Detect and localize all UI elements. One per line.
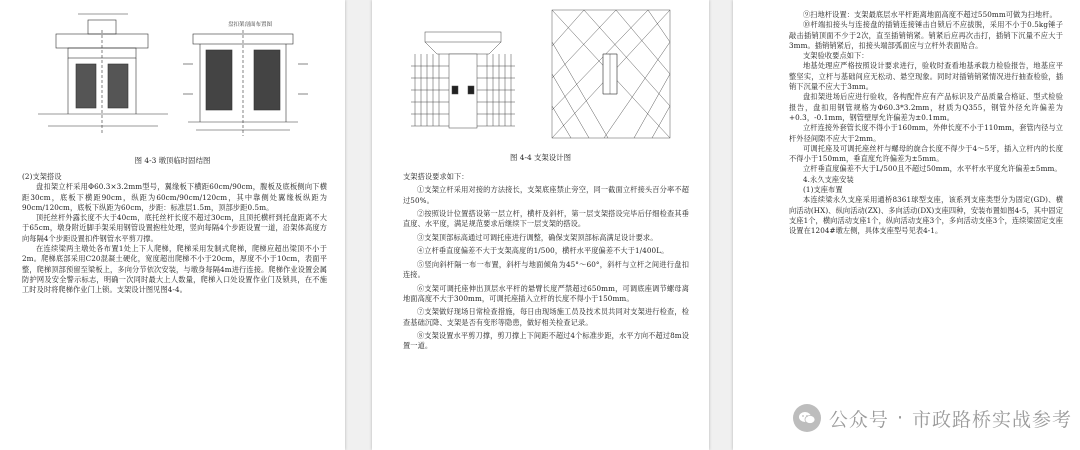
section-heading: (2)支架搭设 <box>22 172 62 181</box>
list-item: ⑤竖向斜杆隔一布一布置，斜杆与地面倾角为45°～60°，斜杆与立杆之间进行盘扣连接。 <box>403 259 689 280</box>
pier-temporary-fixation-drawing <box>18 4 328 149</box>
page2-body <box>403 172 689 355</box>
paragraph: ⑩杆端扣接头与连接盘的插销连接锤击自锁后不应拔脱，采用不小于0.5kg锤子敲击插销顶面不少于2次，直至插销销紧。销紧后应再次击打，插销下沉量不应大于3mm。插销销紧后，扣接头端部弧面应与立杆外表面贴合。 <box>789 20 1063 50</box>
paragraph: 在连续梁两主墩处各布置1处上下人爬梯，爬梯采用发制式爬梯，爬梯应超出梁顶不小于2m。爬梯底部采用C20混凝土硬化，宽度超出爬梯不小于20cm，厚度不小于10cm，表面平整，爬梯顶部预留至梁板上，多向分节依次安装，与墩身每隔4m进行连接。爬梯作业设置会属防护网及安全警示标志，明确一次同时最大上人数量，爬梯入口处设置作业门及锁具，在不施工时及时将爬梯作业门上锁。支架设计图见图4-4。 <box>22 244 327 295</box>
figure-4-3-caption: 图 4-3 墩顶临时固结图 <box>134 156 211 165</box>
fig44-drawing-label: 盘扣架剖面布置图 <box>228 22 273 28</box>
paragraph: 本连续梁永久支座采用通桥8361球型支座，该系列支座类型分为固定(GD)、横向活动(HX)、纵向活动(ZX)、多向活动(DX)支座四种，安装布置如图4-5，其中固定支座1个，横向活动支座1个，纵向活动支座3个，多向活动支座3个，连续梁固定支座设置在1204#墩左侧，具体支座型号见表4-1。 <box>789 195 1063 236</box>
list-item: ⑦支架做好现场日常检查措施，每日由现场施工员及技术员共同对支架进行检查，检查基础沉降、支架是否有变形等隐患，做好相关检查记录。 <box>403 307 689 327</box>
section-heading: 4.永久支座安装 <box>803 174 854 184</box>
paragraph: 地基处理应严格按照设计要求进行，验收时查看地基承载力检验报告，地基应平整坚实，立杆与基础间应无松动、悬空现象。同时对插销销紧情况进行抽查检验，插销下沉量不应大于3mm。 <box>789 61 1063 92</box>
page1-body <box>22 172 327 296</box>
list-item: ⑧支架设置水平剪刀撑，剪刀撑上下间距不超过4个标准步距，水平方向不超过8m设置一道。 <box>403 331 689 351</box>
paragraph: 立杆连接外套管长度不得小于160mm，外伸长度不小于110mm，套管内径与立杆外径间隙不应大于2mm。 <box>789 123 1063 143</box>
wechat-official-account-icon <box>793 404 821 432</box>
paragraph: 顶托丝杆外露长度不大于40cm，底托丝杆长度不超过30cm，且顶托横杆到托盘距离不大于65cm，墩身附近脚手架采用钢管设置抱柱处理，竖向每隔4个步距设置一道，沿架体高度方向每隔4个步距设置扣件钢管水平剪刀撑。 <box>22 213 327 243</box>
paragraph: 可调托座及可调托座丝杆与螺母的旋合长度不得少于4～5牙，插入立杆内的长度不得小于150mm，垂直度允许偏差为±5mm。 <box>789 143 1063 164</box>
paragraph: 支架验收要点如下： <box>803 51 869 61</box>
paragraph: 立杆垂直度偏差不大于L/500且不超过50mm，水平杆水平度允许偏差±5mm。 <box>803 164 1062 174</box>
support-frame-design-drawing <box>407 6 677 146</box>
list-item: ③支架顶部标高通过可调托座进行调整，确保支架顶部标高满足设计要求。 <box>417 232 658 242</box>
watermark-account-type: 公众号 <box>828 408 889 431</box>
list-item: ②按照设计位置搭设第一层立杆，横杆及斜杆，第一层支架搭设完毕后仔细检查其垂直度、水平度，满足规范要求后继续下一层支架的搭设。 <box>403 209 689 229</box>
list-item: ⑥支架可调托座伸出顶层水平杆的悬臂长度严禁超过650mm，可调底座调节螺母离地面高度不大于300mm，可调托座插入立杆的长度不得小于150mm。 <box>403 283 689 303</box>
paragraph: 盘扣架立杆采用Φ60.3×3.2mm型号，翼缘板下横距60cm/90cm，腹板及底板侧向下横距30cm，底板下横距90cm，纵距为60cm/90cm/120cm，其中靠侧处翼缘板纵距为90cm/120cm，底板下纵距为60cm，步距：标准层1.5m，顶部步距0.5m。 <box>22 182 327 212</box>
page3-body <box>789 10 1063 237</box>
document-page-3 <box>733 0 1080 450</box>
document-page-1 <box>0 0 345 450</box>
watermark-separator: · <box>896 407 904 429</box>
section-heading: (1)支座布置 <box>803 185 843 195</box>
wechat-watermark <box>793 404 1072 432</box>
list-item: ①支架立杆采用对接的方法接长，支架底座禁止旁空，同一截面立杆接头百分率不超过50%。 <box>403 185 689 205</box>
requirements-intro: 支架搭设要求如下： <box>403 172 469 181</box>
requirements-list <box>403 185 689 351</box>
list-item: ④立杆垂直度偏差不大于支架高度的1/500，横杆水平度偏差不大于1/400L。 <box>417 246 669 256</box>
paragraph: 盘扣架进场后应进行验收，各构配件应有产品标识及产品质量合格证、型式检验报告，盘扣用钢管规格为Φ60.3*3.2mm，材质为Q355，钢管外径允许偏差为+0.3，-0.1mm，钢管壁厚允许偏差为±0.1mm。 <box>789 92 1063 122</box>
watermark-account-name: 市政路桥实战参考 <box>911 408 1072 431</box>
document-page-2 <box>372 0 709 450</box>
figure-4-4-caption: 图 4-4 支架设计图 <box>510 153 571 162</box>
paragraph: ⑨扫地杆设置：支架最底层水平杆距离地面高度不超过550mm可做为扫地杆。 <box>803 10 1057 19</box>
